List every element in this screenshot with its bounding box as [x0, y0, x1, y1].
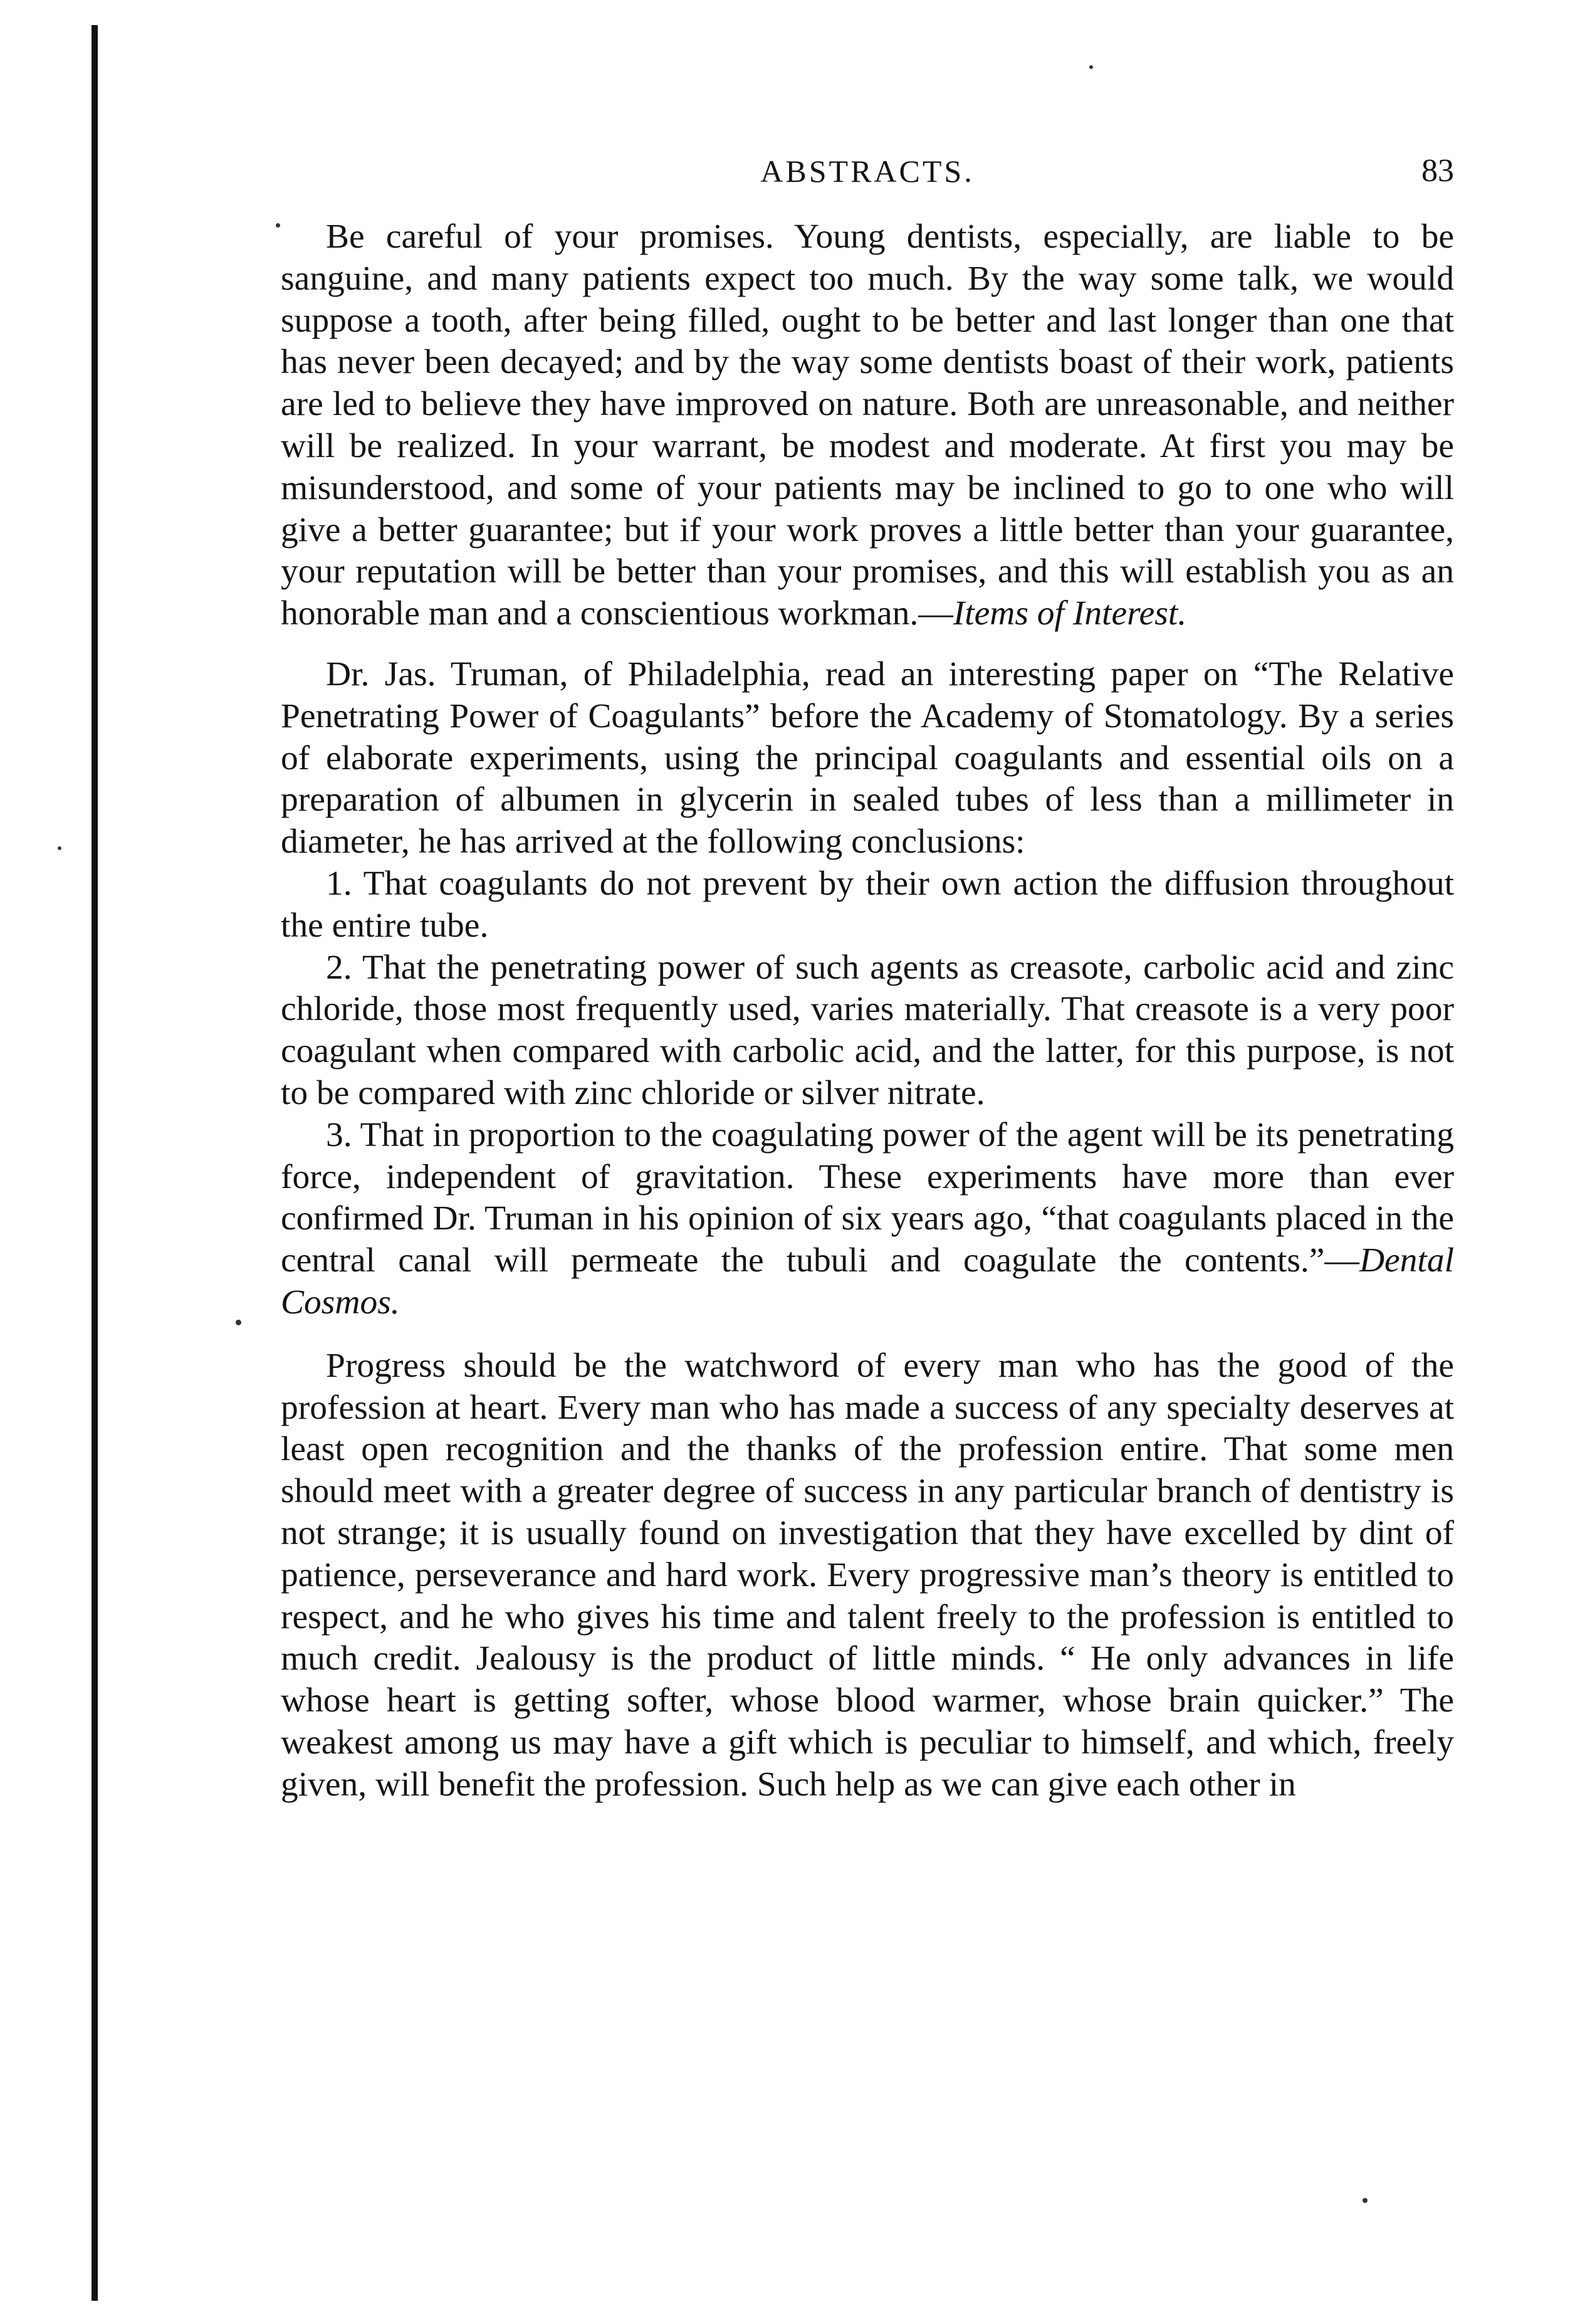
paragraph-progress [281, 1345, 1454, 1806]
print-speck [58, 846, 61, 850]
running-head: ABSTRACTS. [760, 154, 975, 189]
print-speck [236, 1320, 241, 1325]
print-speck [276, 223, 280, 228]
binding-edge-rule [92, 25, 98, 2301]
source-citation: Items of Interest. [953, 594, 1187, 633]
print-speck [1089, 65, 1093, 69]
paragraph-truman-intro [281, 654, 1454, 863]
page-number: 83 [1421, 153, 1454, 189]
paragraph-text: Progress should be the watchword of every man who has the good of the profession at heart. Every man who has made a success of any specialty deserves at least open recognition and the thanks of the profession entire. That some men should meet with a greater degree of success in any particular branch of dentistry is not strange; it is usually found on investigation that they have excelled by dint of patience, perseverance and hard work. Every progressive man’s theory is entitled to respect, and he who gives his time and talent freely to the profession is entitled to much credit. Jealousy is the product of little minds. “ He only advances in life whose heart is getting softer, whose blood warmer, whose brain quicker.” The weakest among us may have a gift which is peculiar to himself, and which, freely given, will benefit the profession. Such help as we can give each other in [281, 1346, 1454, 1804]
paragraph-text: Be careful of your promises. Young dentists, especially, are liable to be sanguine, and many patients expect too much. By the way some talk, we would suppose a tooth, after being filled, ought to be better and last longer than one that has never been decayed; and by the way some dentists boast of their work, patients are led to believe they have improved on nature. Both are unreasonable, and neither will be realized. In your warrant, be modest and moderate. At first you may be misunderstood, and some of your patients may be inclined to go to one who will give a better guarantee; but if your work proves a little better than your guarantee, your reputation will be better than your promises, and this will establish you as an honorable man and a conscientious workman.— [281, 218, 1454, 633]
conclusion-item-1 [281, 863, 1454, 947]
paragraph-text: Dr. Jas. Truman, of Philadelphia, read an interesting paper on “The Relative Penetrating Power of Coagulants” before the Academy of Stomatology. By a series of elaborate experiments, using the principal coagulants and essential oils on a preparation of albumen in glycerin in sealed tubes of less than a millimeter in diameter, he has arrived at the following conclusions: [281, 655, 1454, 861]
conclusion-item-3 [281, 1115, 1454, 1324]
paragraph-careful-promises [281, 216, 1454, 635]
paragraph-text: 1. That coagulants do not prevent by their own action the diffusion throughout the entire tube. [281, 864, 1454, 945]
print-speck [1363, 2198, 1368, 2203]
page-body [281, 216, 1454, 1806]
paragraph-text: 3. That in proportion to the coagulating power of the agent will be its penetrating force, independent of gravitation. These experiments have more than ever confirmed Dr. Truman in his opinion of six years ago, “that coagulants placed in the central canal will permeate the tubuli and coagulate the contents.”— [281, 1115, 1454, 1280]
source-citation: Dental Cosmos. [281, 1241, 1454, 1322]
page-header [281, 149, 1454, 193]
conclusion-item-2 [281, 947, 1454, 1115]
paragraph-text: 2. That the penetrating power of such agents as creasote, carbolic acid and zinc chloride, those most frequently used, varies materially. That creasote is a very poor coagulant when compared with carbolic acid, and the latter, for this purpose, is not to be compared with zinc chloride or silver nitrate. [281, 948, 1454, 1112]
